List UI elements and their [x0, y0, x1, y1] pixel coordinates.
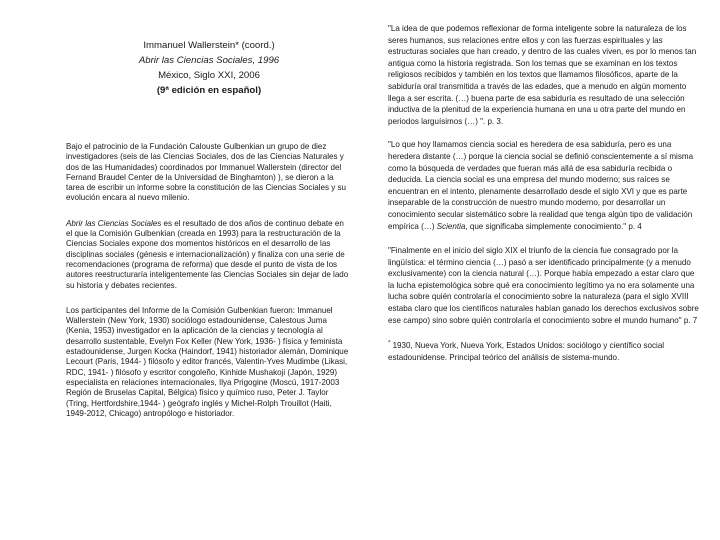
title-line: Abrir las Ciencias Sociales, 1996: [138, 55, 280, 66]
citation-header: [66, 38, 352, 98]
quote-p4-text: "Lo que hoy llamamos ciencia social es heredera de esa sabiduría, pero es una heredera distante (…) porque la ciencia social se definió conscientemente a sí misma como la búsqueda de verdades que fueran más allá de esa sabiduría recibida o deducida. La ciencia social es una empresa del mundo moderno; sus raíces se encuentran en el intento, plenamente desarrollado desde el siglo XVI y que es parte inseparable de la construcción de nuestro mundo moderno, por desarrollar un conocimiento secular sistemático sobre la realidad que tenga algún tipo de validación empírica (…): [388, 140, 694, 231]
author-line: Immanuel Wallerstein* (coord.): [143, 40, 275, 51]
scientia-term: Scientia: [436, 221, 466, 231]
publisher-line: México, Siglo XXI, 2006: [158, 70, 260, 81]
footnote-text: 1930, Nueva York, Nueva York, Estados Unidos: sociólogo y científico social estadounidense. Principal teórico del análisis de sistema-mundo.: [388, 341, 665, 362]
quote-p3: "La idea de que podemos reflexionar de forma inteligente sobre la naturaleza de los seres humanos, sus relaciones entre ellos y con las fuerzas espirituales y las estructuras sociales que han creado, y dentro de las cuales viven, es por lo menos tan antigua como la historia registrada. Son los temas que se examinan en los textos religiosos recibidos y también en los textos que llamamos filosóficos, aparte de la sabiduría oral transmitida a través de las edades, que a menudo en algún momento llega a ser escrita. (…) buena parte de esa sabiduría es resultado de una selección inductiva de la plenitud de la experiencia humana en una u otra parte del mundo en periodos larguísimos (…) ". p. 3.: [388, 24, 697, 126]
right-column: [388, 23, 700, 363]
book-title: Abrir las Ciencias Sociales: [66, 218, 162, 228]
summary-paragraph: [66, 219, 352, 291]
footnote-mark: *: [388, 340, 391, 347]
left-column: [66, 38, 352, 419]
quote-p4-end: , que significaba simplemente conocimiento." p. 4: [465, 221, 642, 231]
quote-p4: [388, 139, 700, 232]
summary-text: es el resultado de dos años de continuo debate en el que la Comisión Gulbenkian (creada en 1993) para la restructuración de la Ciencias Sociales expone dos momentos históricos en el desarrollo de las disciplinas sociales (génesis e internacionalización) y finaliza con una serie de recomendaciones (programa de reforma) que desde el punto de vista de los autores reestructuraría inteligentemente las Ciencias Sociales sin dejar de lado su historia y debates recientes.: [66, 218, 349, 290]
edition-line: (9ª edición en español): [156, 85, 262, 96]
footnote: [388, 340, 700, 363]
intro-paragraph: Bajo el patrocinio de la Fundación Calouste Gulbenkian un grupo de diez investigadores (seis de las Ciencias Sociales, dos de las Ciencias Naturales y dos de las Humanidades) coordinados por Immanuel Wallerstein (director del Fernand Braudel Center de la Universidad de Binghamton) ), se dieron a la tarea de escribir un informe sobre la constitución de las Ciencias Sociales y su evolución encara al nuevo milenio.: [66, 142, 346, 203]
participants-paragraph: Los participantes del Informe de la Comisión Gulbenkian fueron: Immanuel Wallerstein (New York, 1930) sociólogo estadounidense, Calestous Juma (Kenia, 1953) investigador en la aplicación de la ciencias y tecnología al desarrollo sustentable, Evelyn Fox Keller (New York, 1936- ) física y feminista estadounidense, Jurgen Kocka (Haindorf, 1941) historiador alemán, Dominique Lecourt (Paris, 1944- ) filósofo y editor francés, Valentin-Yves Mudimbe (Likasi, RDC, 1941- ) filósofo y escritor congoleño, Kinhide Mushakoji (Japón, 1929) especialista en relaciones internacionales, Ilya Prigogine (Moscú, 1917-2003 Región de Bruselas Capital, Bélgica) físico y químico ruso, Peter J. Taylor (Tring, Hertfordshire,1944- ) geógrafo inglés y Michel-Rolph Trouillot (Haiti, 1949-2012, Chicago) antropólogo e historiador.: [66, 305, 349, 418]
quote-p7: "Finalmente en el inicio del siglo XIX el triunfo de la ciencia fue consagrado por la lingüística: el término ciencia (…) pasó a ser identificado principalmente (y a menudo exclusivamente) con la ciencia natural (…). Porque había empezado a estar claro que la lucha epistemológica sobre qué era conocimiento legítimo ya no era solamente una lucha sobre quién controlaría el conocimiento sobre la naturaleza (para el siglo XVIII estaba claro que los científicos naturales habían ganado los derechos exclusivos sobre ese campo) sino sobre quién controlaría el conocimiento sobre el mundo humano" p. 7: [388, 246, 699, 325]
